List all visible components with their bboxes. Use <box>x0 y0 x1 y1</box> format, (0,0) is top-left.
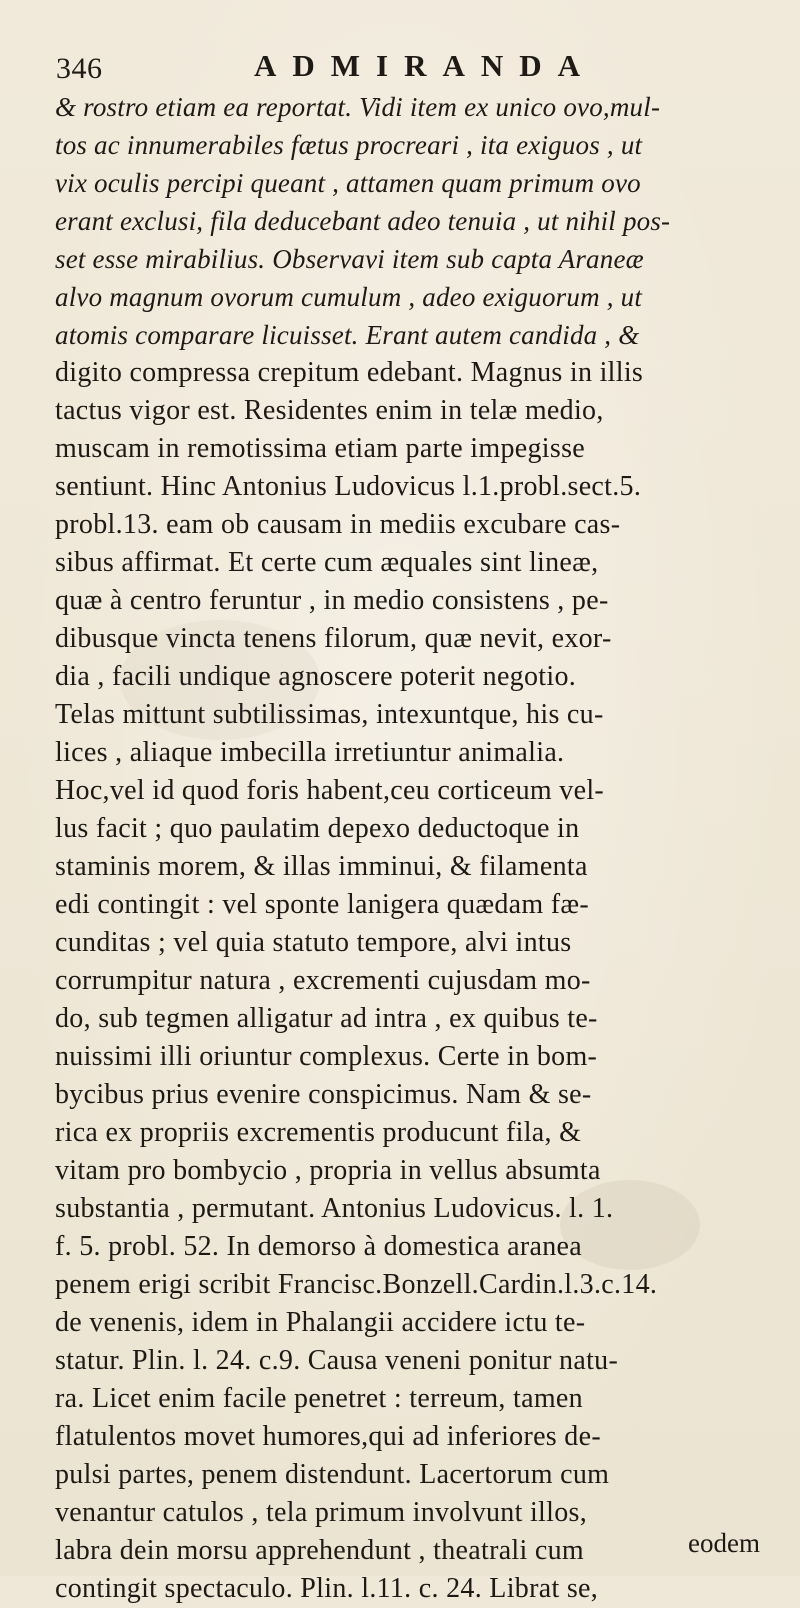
text-line: rica ex propriis excrementis producunt fila, & <box>55 1117 582 1148</box>
catchword: eodem <box>688 1528 760 1558</box>
text-line: Telas mittunt subtilissimas, intexuntque, his cu- <box>55 699 604 730</box>
text-line: de venenis, idem in Phalangii accidere ictu te- <box>55 1307 586 1338</box>
text-line: staminis morem, & illas imminui, & filamenta <box>55 851 588 882</box>
text-line: substantia , permutant. Antonius Ludovicus. l. 1. <box>55 1193 614 1224</box>
text-line: atomis comparare licuisset. Erant autem candida , & <box>55 320 640 350</box>
text-line: ra. Licet enim facile penetret : terreum, tamen <box>55 1383 583 1414</box>
text-line: quæ à centro feruntur , in medio consistens , pe- <box>55 585 609 616</box>
page-number: 346 <box>56 52 103 85</box>
text-line: alvo magnum ovorum cumulum , adeo exiguorum , ut <box>55 282 643 312</box>
text-line: venantur catulos , tela primum involvunt illos, <box>55 1497 588 1528</box>
text-line: set esse mirabilius. Observavi item sub capta Araneæ <box>55 244 644 274</box>
text-line: erant exclusi, fila deducebant adeo tenuia , ut nihil pos- <box>55 206 671 236</box>
text-line: do, sub tegmen alligatur ad intra , ex quibus te- <box>55 1003 598 1034</box>
text-line: pulsi partes, penem distendunt. Lacertorum cum <box>55 1459 610 1490</box>
text-line: & rostro etiam ea reportat. Vidi item ex unico ovo,mul- <box>55 92 661 122</box>
text-line: vitam pro bombycio , propria in vellus absumta <box>55 1155 601 1186</box>
text-line: nuissimi illi oriuntur complexus. Certe in bom- <box>55 1041 598 1072</box>
text-line: bycibus prius evenire conspicimus. Nam & se- <box>55 1079 592 1110</box>
text-line: vix oculis percipi queant , attamen quam primum ovo <box>55 168 641 198</box>
text-line: tactus vigor est. Residentes enim in telæ medio, <box>55 395 604 426</box>
text-line: statur. Plin. l. 24. c.9. Causa veneni ponitur natu- <box>55 1345 619 1376</box>
text-line: edi contingit : vel sponte lanigera quædam fæ- <box>55 889 590 920</box>
text-line: Hoc,vel id quod foris habent,ceu corticeum vel- <box>55 775 605 806</box>
page-header <box>56 46 746 86</box>
text-line: labra dein morsu apprehendunt , theatrali cum <box>55 1535 584 1566</box>
text-line: muscam in remotissima etiam parte impegisse <box>55 433 585 464</box>
text-line: contingit spectaculo. Plin. l.11. c. 24. Librat se, <box>55 1573 599 1604</box>
text-line: corrumpitur natura , excrementi cujusdam mo- <box>55 965 591 996</box>
text-line: dibusque vincta tenens filorum, quæ nevit, exor- <box>55 623 612 654</box>
text-line: penem erigi scribit Francisc.Bonzell.Cardin.l.3.c.14. <box>55 1269 658 1300</box>
text-line: sentiunt. Hinc Antonius Ludovicus l.1.probl.sect.5. <box>55 471 642 502</box>
text-line: flatulentos movet humores,qui ad inferiores de- <box>55 1421 601 1452</box>
text-line: probl.13. eam ob causam in mediis excubare cas- <box>55 509 621 540</box>
text-line: dia , facili undique agnoscere poterit negotio. <box>55 661 577 692</box>
text-line: lices , aliaque imbecilla irretiuntur animalia. <box>55 737 565 768</box>
text-line: f. 5. probl. 52. In demorso à domestica aranea <box>55 1231 582 1262</box>
text-line: lus facit ; quo paulatim depexo deductoque in <box>55 813 580 844</box>
text-line: tos ac innumerabiles fætus procreari , ita exiguos , ut <box>55 130 643 160</box>
running-head: ADMIRANDA <box>254 48 597 83</box>
text-line: sibus affirmat. Et certe cum æquales sint lineæ, <box>55 547 599 578</box>
body-text <box>55 88 760 1608</box>
text-line: digito compressa crepitum edebant. Magnus in illis <box>55 357 644 388</box>
text-line: cunditas ; vel quia statuto tempore, alvi intus <box>55 927 572 958</box>
